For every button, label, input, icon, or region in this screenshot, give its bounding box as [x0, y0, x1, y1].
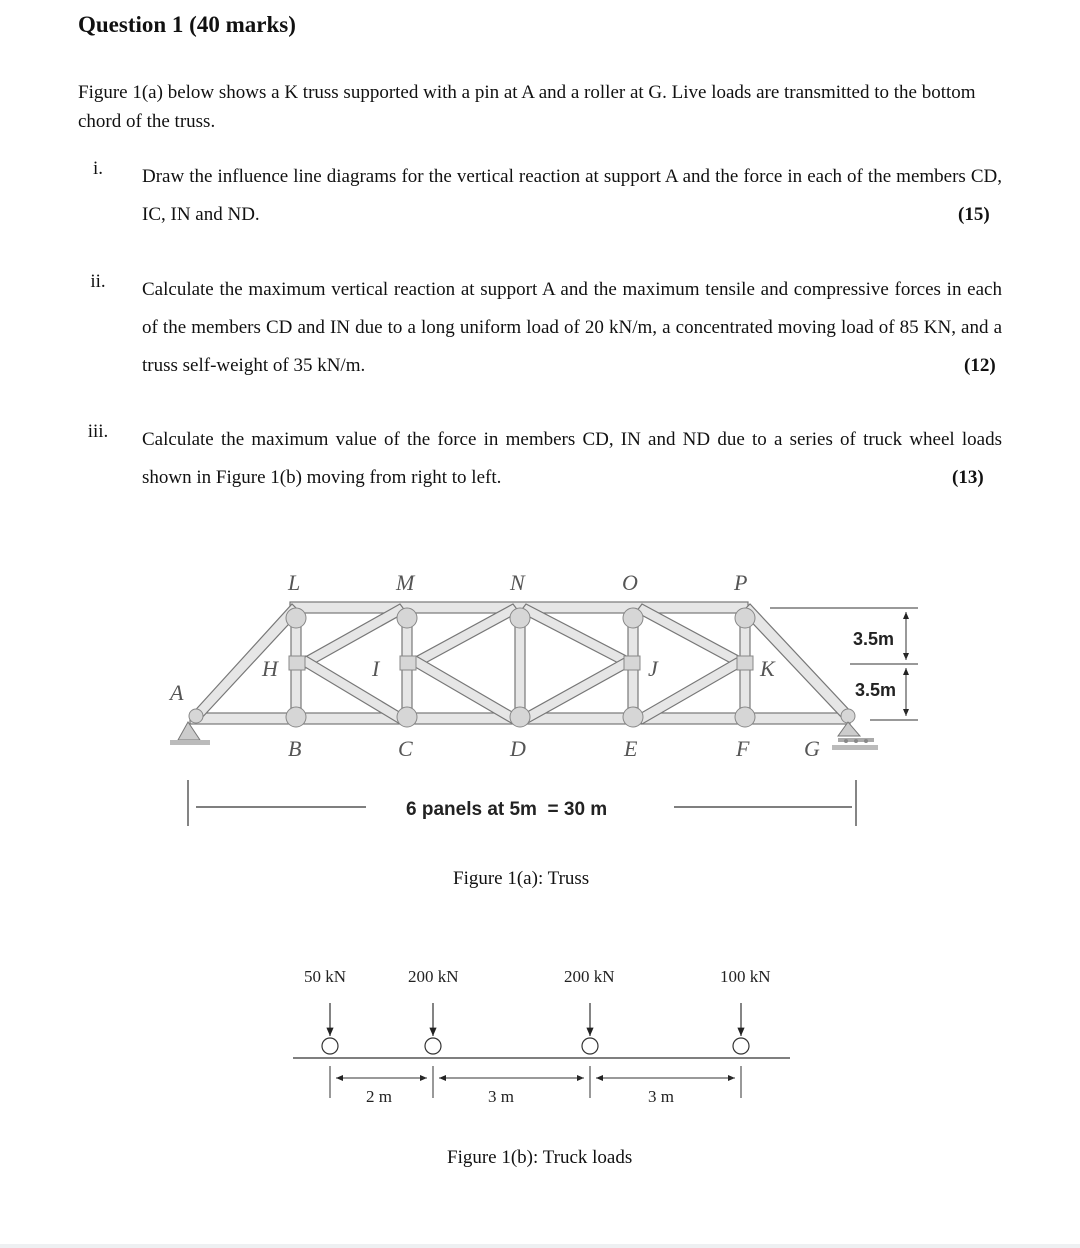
pin-support [170, 722, 210, 745]
part-marks: (13) [952, 467, 984, 488]
node-label-a: A [170, 680, 184, 705]
end-post-right [742, 604, 852, 720]
truck-wheels [293, 1003, 790, 1058]
node-label-c: C [398, 736, 413, 761]
truck-load-label: 50 kN [304, 967, 347, 986]
truck-load-label: 100 kN [720, 967, 771, 986]
node-label-m: M [396, 570, 415, 595]
truck-load-label: 200 kN [408, 967, 459, 986]
node-label-g: G [804, 736, 820, 761]
part-number: ii. [90, 271, 106, 292]
part-marks: (15) [958, 204, 990, 225]
node-label-n: N [510, 570, 525, 595]
part-number: iii. [87, 421, 109, 442]
node-label-h: H [262, 656, 278, 681]
part-text: Draw the influence line diagrams for the vertical reaction at support A and the force in each of the members CD, IC, IN and ND. [142, 166, 1002, 225]
node-label-p: P [734, 570, 748, 595]
spacing-label: 3 m [648, 1087, 674, 1106]
question-title: Question 1 (40 marks) [78, 12, 296, 37]
node-label-b: B [288, 736, 302, 761]
node-label-k: K [760, 656, 775, 681]
node-label-d: D [510, 736, 526, 761]
roller-support [832, 722, 878, 750]
span-label: 6 panels at 5m = 30 m [406, 799, 608, 820]
wheel [322, 1038, 338, 1054]
node-label-e: E [624, 736, 638, 761]
part-text: Calculate the maximum vertical reaction at support A and the maximum tensile and compressive forces in each of the members CD and IN due to a long uniform load of 20 kN/m, a concentrated moving load of 85 KN, and a truss self-weight of 35 kN/m. [142, 279, 1002, 376]
wheel [582, 1038, 598, 1054]
truck-load-label: 200 kN [564, 967, 615, 986]
wheel [733, 1038, 749, 1054]
node-label-l: L [288, 570, 301, 595]
part-number: i. [92, 158, 104, 179]
page-bottom-divider [0, 1244, 1080, 1248]
height-label-upper: 3.5m [853, 629, 895, 649]
node-label-f: F [736, 736, 750, 761]
end-post-left [190, 604, 300, 722]
node-label-i: I [372, 656, 380, 681]
spacing-label: 3 m [488, 1087, 514, 1106]
figure-b-caption: Figure 1(b): Truck loads [447, 1147, 633, 1168]
node-label-j: J [648, 656, 658, 681]
part-text: Calculate the maximum value of the force in members CD, IN and ND due to a series of truck wheel loads shown in Figure 1(b) moving from right to left. [142, 429, 1002, 488]
question-intro: Figure 1(a) below shows a K truss supported with a pin at A and a roller at G. Live loads are transmitted to the bottom chord of the truss. [78, 82, 976, 132]
part-marks: (12) [964, 355, 996, 376]
figure-a-caption: Figure 1(a): Truss [453, 868, 590, 889]
wheel [425, 1038, 441, 1054]
spacing-label: 2 m [366, 1087, 392, 1106]
node-label-o: O [622, 570, 638, 595]
height-label-lower: 3.5m [855, 680, 897, 700]
